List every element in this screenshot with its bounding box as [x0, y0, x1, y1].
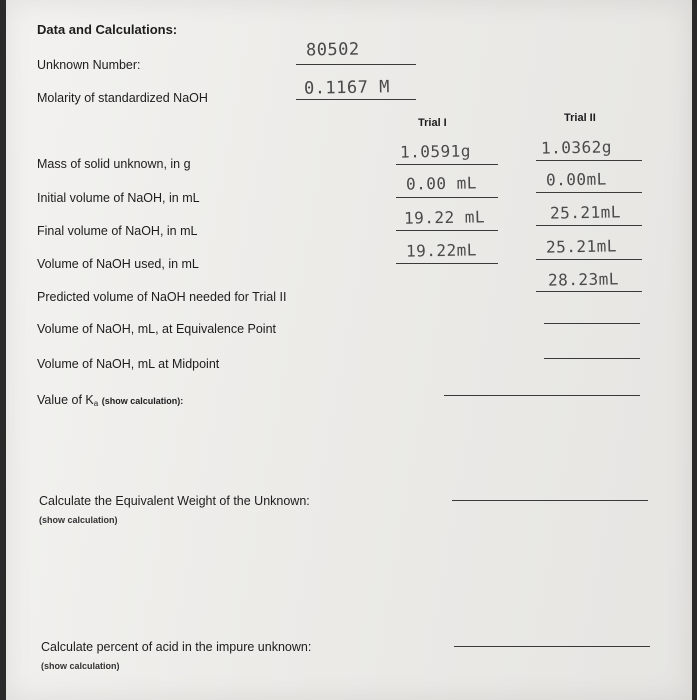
volume-used-label: Volume of NaOH used, in mL — [37, 257, 199, 271]
percent-acid-note: (show calculation) — [41, 661, 120, 671]
midpoint-volume-label: Volume of NaOH, mL at Midpoint — [37, 357, 220, 371]
unknown-number-value: 80502 — [305, 39, 360, 61]
unknown-number-line — [296, 64, 416, 65]
ka-answer-line — [444, 395, 640, 396]
molarity-label: Molarity of standardized NaOH — [37, 91, 208, 105]
mass-trial-1-line — [396, 164, 498, 165]
equivalent-weight-line — [452, 500, 648, 501]
percent-acid-line — [454, 646, 650, 647]
final-volume-label: Final volume of NaOH, in mL — [37, 224, 198, 238]
predicted-volume-trial-2: 28.23mL — [547, 269, 620, 290]
ka-label-note: (show calculation): — [101, 396, 184, 406]
initial-volume-label: Initial volume of NaOH, in mL — [37, 191, 200, 205]
ka-label-text: Value of K — [37, 393, 94, 407]
molarity-line — [296, 99, 416, 100]
mass-trial-2-line — [536, 160, 642, 161]
volume-used-trial-2-line — [536, 259, 642, 260]
equivalent-weight-note: (show calculation) — [39, 515, 118, 525]
predicted-volume-line — [536, 291, 642, 292]
equivalence-volume-label: Volume of NaOH, mL, at Equivalence Point — [37, 322, 277, 336]
final-volume-trial-2: 25.21mL — [549, 202, 622, 223]
mass-trial-2: 1.0362g — [540, 137, 613, 158]
final-volume-trial-2-line — [536, 225, 642, 226]
mass-trial-1: 1.0591g — [399, 141, 472, 162]
unknown-number-label: Unknown Number: — [37, 58, 141, 72]
worksheet-page — [6, 0, 692, 700]
section-title: Data and Calculations: — [37, 22, 178, 37]
molarity-value: 0.1167 M — [303, 77, 391, 99]
volume-used-trial-2: 25.21mL — [545, 236, 618, 257]
percent-acid-label: Calculate percent of acid in the impure unknown: — [41, 640, 312, 654]
initial-volume-trial-2-line — [536, 192, 642, 193]
midpoint-volume-line — [544, 358, 640, 359]
initial-volume-trial-1-line — [396, 197, 498, 198]
equivalent-weight-label: Calculate the Equivalent Weight of the Unknown: — [39, 494, 310, 508]
final-volume-trial-1: 19.22 mL — [403, 207, 486, 228]
initial-volume-trial-1: 0.00 mL — [405, 173, 478, 194]
mass-label: Mass of solid unknown, in g — [37, 157, 191, 171]
initial-volume-trial-2: 0.00mL — [545, 169, 607, 190]
trial-2-header: Trial II — [564, 112, 596, 124]
volume-used-trial-1-line — [396, 263, 498, 264]
final-volume-trial-1-line — [396, 230, 498, 231]
predicted-volume-label: Predicted volume of NaOH needed for Trial II — [37, 290, 287, 304]
equivalence-volume-line — [544, 323, 640, 324]
trial-1-header: Trial I — [418, 117, 447, 129]
ka-label-subscript: a — [93, 399, 99, 408]
volume-used-trial-1: 19.22mL — [405, 240, 478, 261]
ka-label — [37, 393, 183, 408]
